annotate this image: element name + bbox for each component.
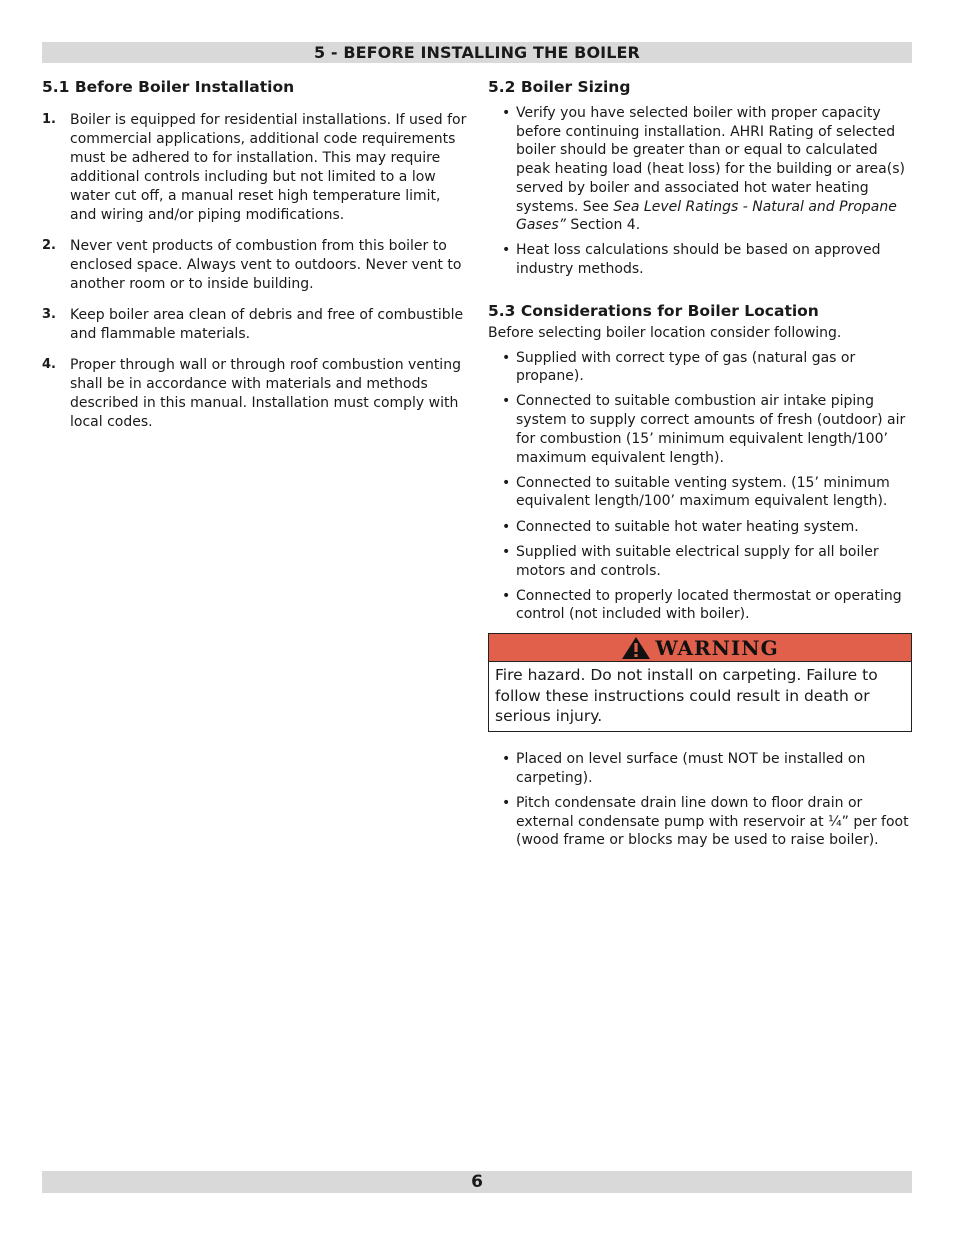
item-text: Connected to properly located thermostat or operating control (not included with boiler). bbox=[516, 587, 902, 623]
list-item bbox=[488, 349, 913, 386]
list-item bbox=[488, 392, 913, 467]
location-list-continued bbox=[488, 750, 913, 850]
list-item bbox=[488, 518, 913, 537]
bullet-icon: • bbox=[502, 242, 511, 259]
warning-triangle-icon bbox=[621, 636, 651, 660]
item-number: 4. bbox=[42, 357, 56, 373]
item-text: Proper through wall or through roof combustion venting shall be in accordance with materials and methods described in this manual. Installation must comply with local codes. bbox=[70, 357, 461, 431]
item-text: Supplied with correct type of gas (natural gas or propane). bbox=[516, 349, 856, 385]
location-list bbox=[488, 349, 913, 625]
list-item bbox=[42, 111, 470, 224]
item-text: Never vent products of combustion from this boiler to enclosed space. Always vent to outdoors. Never vent to another room or to inside building. bbox=[70, 237, 462, 292]
list-item bbox=[488, 104, 913, 235]
page-footer-bar bbox=[42, 1171, 912, 1193]
installation-list bbox=[42, 111, 470, 432]
ratings-reference: Sea Level Ratings - Natural and Propane Gases” bbox=[516, 198, 897, 234]
warning-title: WARNING bbox=[655, 635, 779, 660]
right-column bbox=[488, 77, 913, 856]
list-item bbox=[488, 794, 913, 850]
bullet-icon: • bbox=[502, 105, 511, 121]
list-item bbox=[488, 241, 913, 278]
item-text: Connected to suitable venting system. (15’ minimum equivalent length/100’ maximum equivalent length). bbox=[516, 474, 890, 510]
item-text: Connected to suitable combustion air intake piping system to supply correct amounts of fresh (outdoor) air for combustion (15’ minimum equivalent length/100’ maximum equivalent length). bbox=[516, 393, 906, 466]
heading-5-1: 5.1 Before Boiler Installation bbox=[42, 78, 295, 96]
list-item bbox=[488, 543, 913, 580]
page-number: 6 bbox=[471, 1172, 483, 1192]
item-text: Placed on level surface (must NOT be installed on carpeting). bbox=[516, 750, 866, 786]
list-item bbox=[488, 474, 913, 511]
sizing-list bbox=[488, 104, 913, 279]
list-item bbox=[42, 356, 470, 432]
left-column bbox=[42, 77, 470, 445]
warning-box bbox=[488, 633, 912, 732]
item-text: Boiler is equipped for residential installations. If used for commercial applications, additional code requirements must be adhered to for installation. This may require additional controls including but not limited to a low water cut off, a manual reset high temperature limit, and wiring and/or piping modifications. bbox=[70, 112, 467, 223]
item-text: Verify you have selected boiler with proper capacity before continuing installation. AHRI Rating of selected boiler should be greater than or equal to calculated peak heating load (heat loss) for the building or area(s) served by boiler and associated hot water heating systems. See bbox=[516, 105, 905, 215]
item-text: Keep boiler area clean of debris and free of combustible and flammable materials. bbox=[70, 307, 464, 343]
bullet-icon: • bbox=[502, 349, 511, 366]
section-title: 5 - BEFORE INSTALLING THE BOILER bbox=[314, 43, 640, 62]
item-text: Heat loss calculations should be based on approved industry methods. bbox=[516, 242, 881, 278]
item-text: Pitch condensate drain line down to floor drain or external condensate pump with reservoir at ¼” per foot (wood frame or blocks may be used to raise boiler). bbox=[516, 794, 909, 849]
bullet-icon: • bbox=[502, 393, 511, 410]
bullet-icon: • bbox=[502, 750, 511, 767]
bullet-icon: • bbox=[502, 794, 511, 811]
section-title-bar bbox=[42, 42, 912, 63]
item-number: 2. bbox=[42, 237, 56, 253]
item-text: Connected to suitable hot water heating system. bbox=[516, 518, 859, 535]
bullet-icon: • bbox=[502, 474, 511, 491]
list-item bbox=[42, 237, 470, 294]
item-number: 1. bbox=[42, 112, 56, 127]
bullet-icon: • bbox=[502, 587, 511, 604]
item-text-tail: Section 4. bbox=[565, 217, 641, 234]
heading-5-3: 5.3 Considerations for Boiler Location bbox=[488, 301, 819, 320]
list-item bbox=[42, 306, 470, 344]
item-text: Supplied with suitable electrical supply for all boiler motors and controls. bbox=[516, 543, 879, 579]
list-item bbox=[488, 750, 913, 787]
bullet-icon: • bbox=[502, 543, 511, 560]
item-number: 3. bbox=[42, 307, 56, 323]
bullet-icon: • bbox=[502, 518, 511, 535]
location-intro: Before selecting boiler location consider following. bbox=[488, 324, 842, 341]
list-item bbox=[488, 587, 913, 624]
warning-text: Fire hazard. Do not install on carpeting. Failure to follow these instructions could result in death or serious injury. bbox=[495, 666, 878, 726]
heading-5-2: 5.2 Boiler Sizing bbox=[488, 78, 631, 96]
warning-header bbox=[489, 634, 911, 662]
